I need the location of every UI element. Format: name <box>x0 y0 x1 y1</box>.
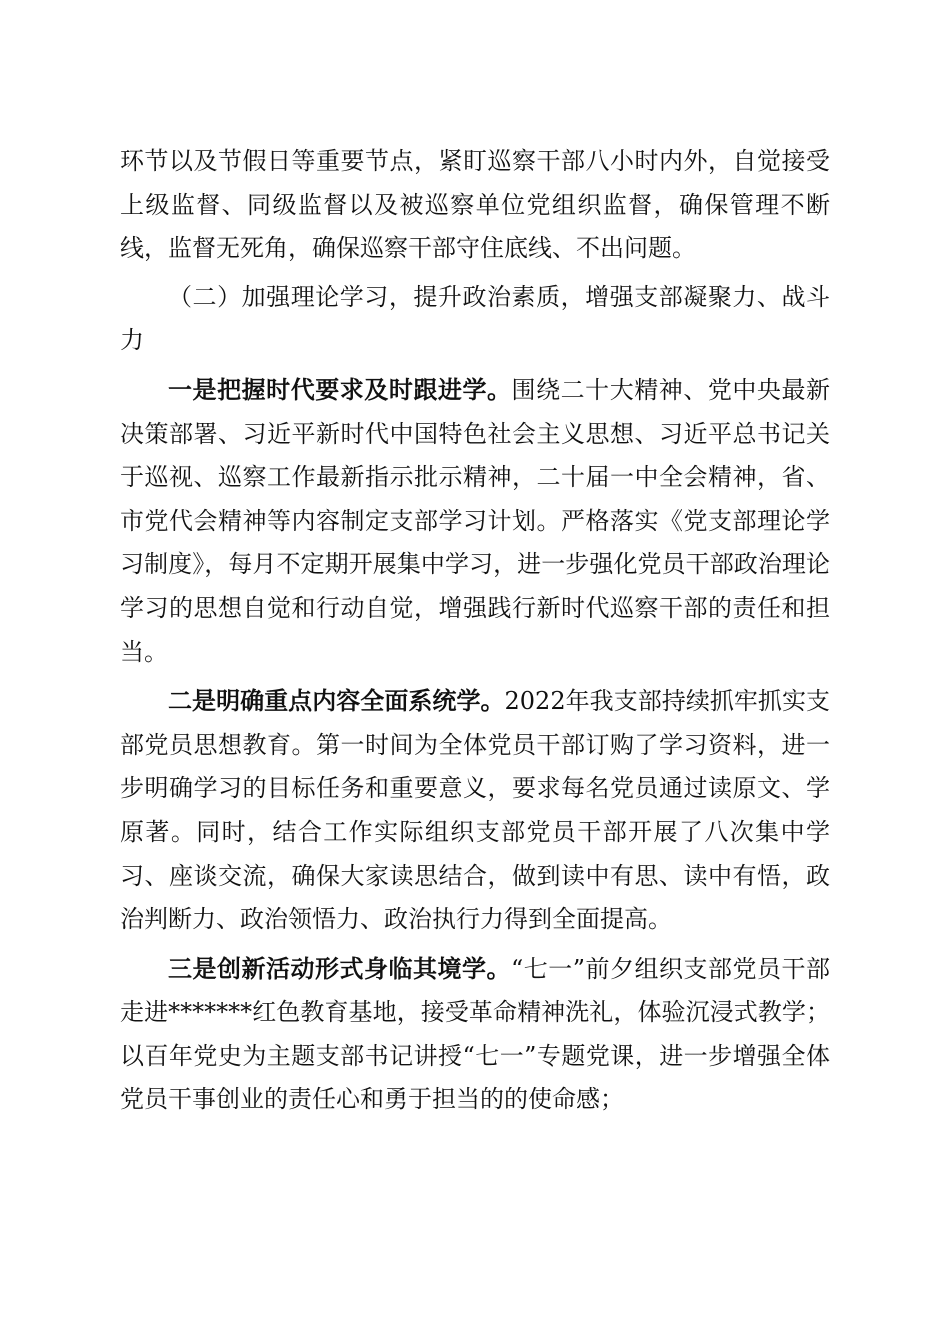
paragraph-study-2 <box>120 679 830 942</box>
paragraph-text: 环节以及节假日等重要节点，紧盯巡察干部八小时内外，自觉接受上级监督、同级监督以及被巡察单位党组织监督，确保管理不断线，监督无死角，确保巡察干部守住底线、不出问题。 <box>120 147 830 263</box>
paragraph-text: 2022年我支部持续抓牢抓实支部党员思想教育。第一时间为全体党员干部订购了学习资料，进一步明确学习的目标任务和重要意义，要求每名党员通过读原文、学原著。同时，结合工作实际组织支部党员干部开展了八次集中学习、座谈交流，确保大家读思结合，做到读中有思、读中有悟，政治判断力、政治领悟力、政治执行力得到全面提高。 <box>120 687 830 934</box>
paragraph-lead: 三是创新活动形式身临其境学。 <box>168 953 511 983</box>
paragraph-lead: 二是明确重点内容全面系统学。 <box>168 686 505 716</box>
paragraph-study-1 <box>120 368 830 674</box>
section-heading <box>120 276 830 363</box>
paragraph-continuation <box>120 140 830 271</box>
document-body <box>120 140 830 1122</box>
paragraph-text: 围绕二十大精神、党中央最新决策部署、习近平新时代中国特色社会主义思想、习近平总书记关于巡视、巡察工作最新指示批示精神，二十届一中全会精神，省、市党代会精神等内容制定支部学习计划。严格落实《党支部理论学习制度》，每月不定期开展集中学习，进一步强化党员干部政治理论学习的思想自觉和行动自觉，增强践行新时代巡察干部的责任和担当。 <box>120 375 831 666</box>
paragraph-lead: 一是把握时代要求及时跟进学。 <box>168 374 512 404</box>
section-heading-text: （二）加强理论学习，提升政治素质，增强支部凝聚力、战斗力 <box>120 282 830 355</box>
paragraph-study-3 <box>120 947 830 1122</box>
paragraph-text: “七一”前夕组织支部党员干部走进*******红色教育基地，接受革命精神洗礼，体验沉浸式教学；以百年党史为主题支部书记讲授“七一”专题党课，进一步增强全体党员干事创业的责任心和勇于担当的的使命感； <box>120 954 830 1114</box>
